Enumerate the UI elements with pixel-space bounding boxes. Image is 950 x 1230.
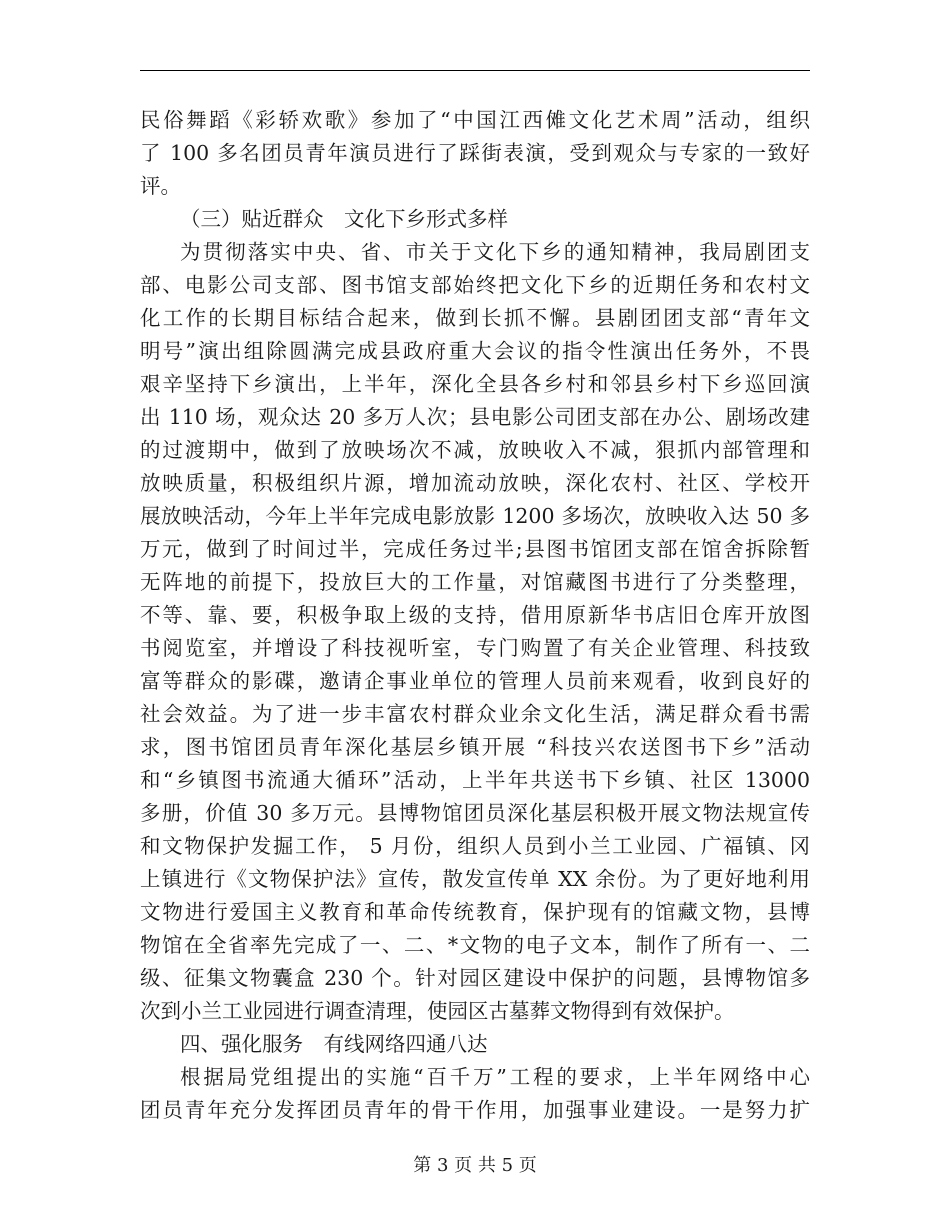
- body-line: 的过渡期中，做到了放映场次不减，放映收入不减，狠抓内部管理和: [140, 438, 810, 462]
- body-line: 多册，价值 30 多万元。县博物馆团员深化基层积极开展文物法规宣传: [140, 801, 810, 825]
- body-line: 民俗舞蹈《彩轿欢歌》参加了“中国江西傩文化艺术周”活动，组织: [140, 108, 810, 132]
- body-line: 和文物保护发掘工作， 5 月份，组织人员到小兰工业园、广福镇、冈: [140, 834, 810, 858]
- body-line: 求，图书馆团员青年深化基层乡镇开展 “科技兴农送图书下乡”活动: [140, 735, 810, 759]
- body-line: 上镇进行《文物保护法》宣传，散发宣传单 XX 余份。为了更好地利用: [140, 867, 810, 891]
- body-line: 不等、靠、要，积极争取上级的支持，借用原新华书店旧仓库开放图: [140, 603, 810, 627]
- paragraph-first-line: 为贯彻落实中央、省、市关于文化下乡的通知精神，我局剧团支: [180, 240, 810, 264]
- body-line: 部、电影公司支部、图书馆支部始终把文化下乡的近期任务和农村文: [140, 273, 810, 297]
- body-line: 文物进行爱国主义教育和革命传统教育，保护现有的馆藏文物，县博: [140, 900, 810, 924]
- section-heading: 四、强化服务 有线网络四通八达: [180, 1032, 488, 1056]
- page-footer: 第 3 页 共 5 页: [413, 1155, 537, 1176]
- body-line: 万元，做到了时间过半，完成任务过半;县图书馆团支部在馆舍拆除暂: [140, 537, 810, 561]
- body-line: 团员青年充分发挥团员青年的骨干作用，加强事业建设。一是努力扩: [140, 1098, 810, 1122]
- header-rule: [140, 70, 810, 71]
- body-line: 化工作的长期目标结合起来，做到长抓不懈。县剧团团支部“青年文: [140, 306, 810, 330]
- body-line: 级、征集文物囊盒 230 个。针对园区建设中保护的问题，县博物馆多: [140, 966, 810, 990]
- body-line: 和“乡镇图书流通大循环”活动，上半年共送书下乡镇、社区 13000: [140, 768, 810, 792]
- body-line: 出 110 场，观众达 20 多万人次；县电影公司团支部在办公、剧场改建: [140, 405, 810, 429]
- body-line: 放映质量，积极组织片源，增加流动放映，深化农村、社区、学校开: [140, 471, 810, 495]
- body-line: 富等群众的影碟，邀请企事业单位的管理人员前来观看，收到良好的: [140, 669, 810, 693]
- document-body: [140, 104, 810, 1127]
- paragraph-first-line: 根据局党组提出的实施“百千万”工程的要求，上半年网络中心: [180, 1065, 810, 1089]
- body-line: 明号”演出组除圆满完成县政府重大会议的指令性演出任务外，不畏: [140, 339, 810, 363]
- body-line: 无阵地的前提下，投放巨大的工作量，对馆藏图书进行了分类整理，: [140, 570, 810, 594]
- body-line: 物馆在全省率先完成了一、二、*文物的电子文本，制作了所有一、二: [140, 933, 810, 957]
- body-line: 次到小兰工业园进行调查清理，使园区古墓葬文物得到有效保护。: [140, 999, 735, 1023]
- body-line: 评。: [140, 174, 181, 198]
- body-line: 展放映活动，今年上半年完成电影放影 1200 多场次，放映收入达 50 多: [140, 504, 810, 528]
- body-line: 社会效益。为了进一步丰富农村群众业余文化生活，满足群众看书需: [140, 702, 810, 726]
- body-line: 书阅览室，并增设了科技视听室，专门购置了有关企业管理、科技致: [140, 636, 810, 660]
- section-heading: （三）贴近群众 文化下乡形式多样: [180, 207, 508, 231]
- body-line: 了 100 多名团员青年演员进行了踩街表演，受到观众与专家的一致好: [140, 141, 810, 165]
- body-line: 艰辛坚持下乡演出，上半年，深化全县各乡村和邻县乡村下乡巡回演: [140, 372, 810, 396]
